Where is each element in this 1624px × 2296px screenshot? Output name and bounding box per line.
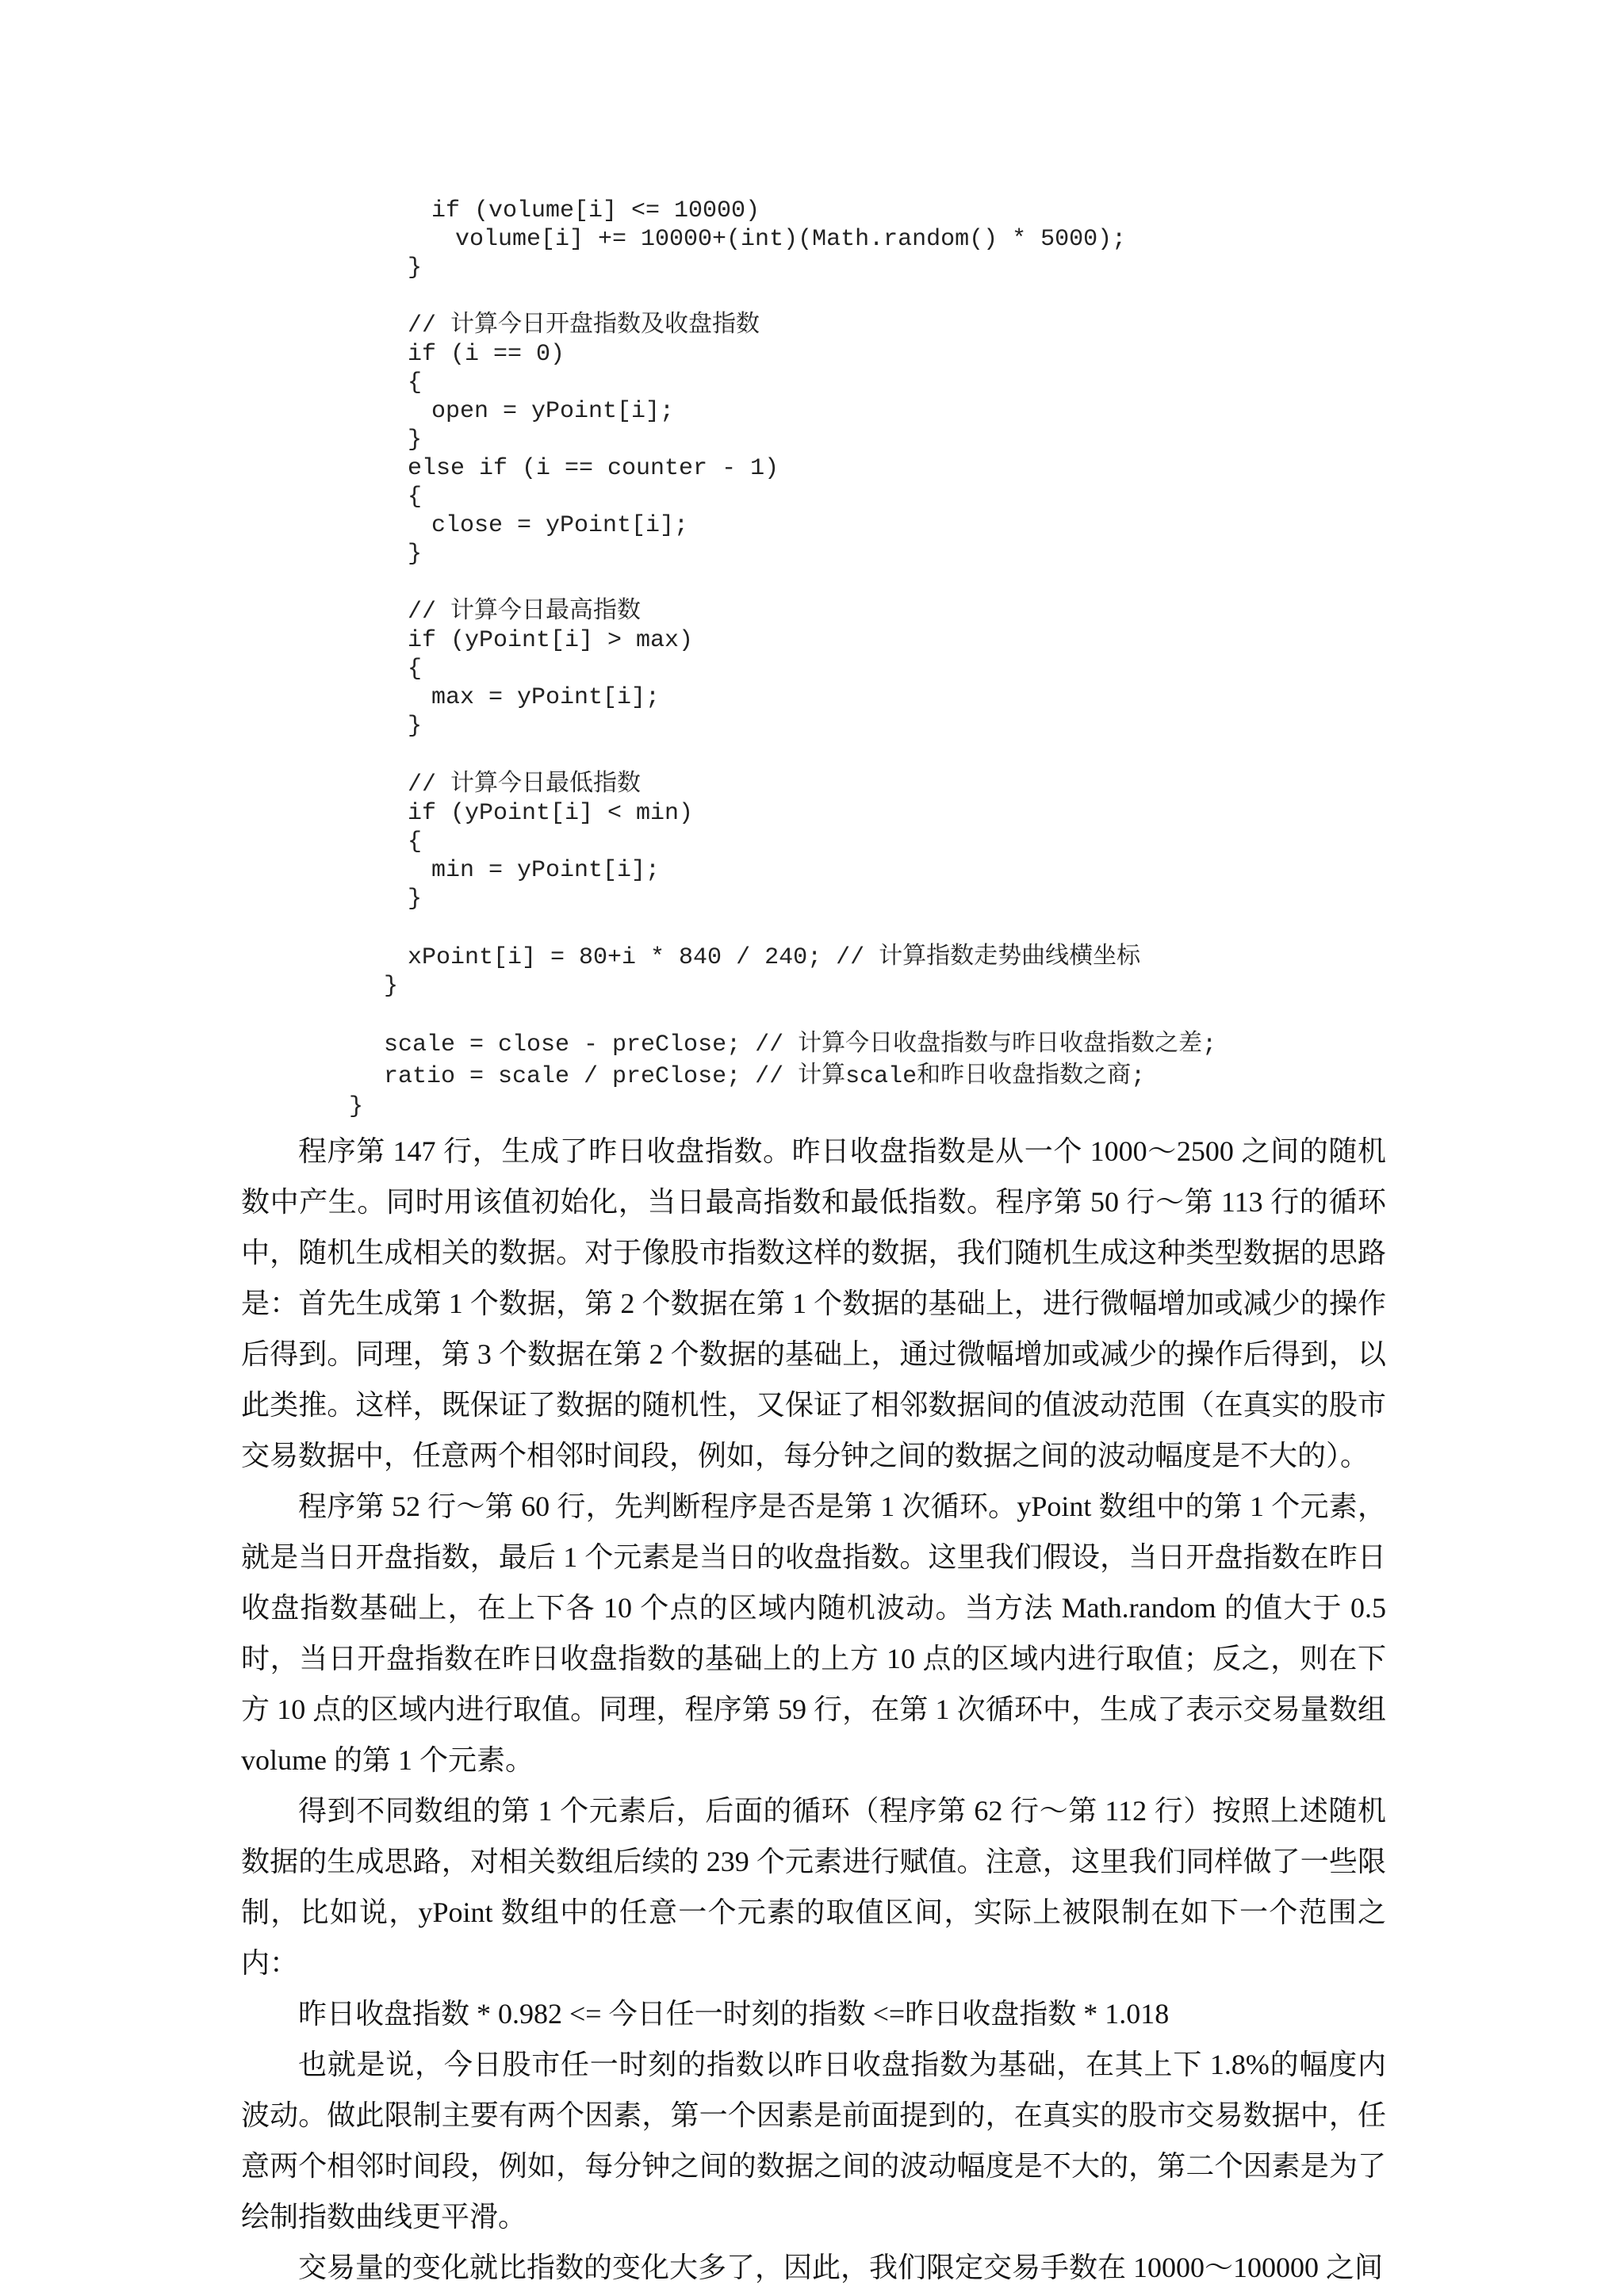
code-comment: // 计算今日开盘指数及收盘指数	[408, 312, 760, 339]
code-line: max = yPoint[i];	[431, 684, 661, 711]
code-line: {	[408, 656, 423, 683]
code-line: volume[i] += 10000+(int)(Math.random() * 5000);	[455, 226, 1127, 253]
paragraph: 也就是说，今日股市任一时刻的指数以昨日收盘指数为基础，在其上下 1.8%的幅度内波动。做此限制主要有两个因素，第一个因素是前面提到的，在真实的股市交易数据中，任意两个相邻时间段，例如，每分钟之间的数据之间的波动幅度是不大的，第二个因素是为了绘制指数曲线更平滑。	[241, 2049, 1386, 2233]
body-text	[241, 1126, 1386, 2293]
code-line: }	[349, 1093, 364, 1120]
paragraph: 得到不同数组的第 1 个元素后，后面的循环（程序第 62 行～第 112 行）按照上述随机数据的生成思路，对相关数组后续的 239 个元素进行赋值。注意，这里我们同样做了一些限制，比如说，yPoint 数组中的任意一个元素的取值区间，实际上被限制在如下一个范围之内：	[241, 1795, 1386, 1979]
code-line: }	[408, 541, 423, 568]
code-line: {	[408, 828, 423, 855]
code-line: }	[408, 713, 423, 740]
code-line: ratio = scale / preClose; // 计算scale和昨日收盘指数之商;	[384, 1063, 1146, 1090]
code-line: xPoint[i] = 80+i * 840 / 240; // 计算指数走势曲线横坐标	[408, 944, 1141, 971]
paragraph: 程序第 147 行，生成了昨日收盘指数。昨日收盘指数是从一个 1000～2500 之间的随机数中产生。同时用该值初始化，当日最高指数和最低指数。程序第 50 行～第 113 行的循环中，随机生成相关的数据。对于像股市指数这样的数据，我们随机生成这种类型数据的思路是：首先生成第 1 个数据，第 2 个数据在第 1 个数据的基础上，进行微幅增加或减少的操作后得到。同理，第 3 个数据在第 2 个数据的基础上，通过微幅增加或减少的操作后得到，以此类推。这样，既保证了数据的随机性，又保证了相邻数据间的值波动范围（在真实的股市交易数据中，任意两个相邻时间段，例如，每分钟之间的数据之间的波动幅度是不大的）。	[241, 1135, 1386, 1471]
paragraph: 交易量的变化就比指数的变化大多了，因此，我们限定交易手数在 10000～100000 之间	[298, 2252, 1384, 2283]
code-line: if (volume[i] <= 10000)	[431, 197, 760, 224]
code-line: scale = close - preClose; // 计算今日收盘指数与昨日收盘指数之差;	[384, 1031, 1217, 1058]
code-line: }	[408, 254, 423, 281]
code-line: if (i == 0)	[408, 341, 565, 368]
paragraph: 程序第 52 行～第 60 行，先判断程序是否是第 1 次循环。yPoint 数组中的第 1 个元素，就是当日开盘指数，最后 1 个元素是当日的收盘指数。这里我们假设，当日开盘指数在昨日收盘指数基础上，在上下各 10 个点的区域内随机波动。当方法 Math.random 的值大于 0.5 时，当日开盘指数在昨日收盘指数的基础上的上方 10 点的区域内进行取值；反之，则在下方 10 点的区域内进行取值。同理，程序第 59 行，在第 1 次循环中，生成了表示交易量数组 volume 的第 1 个元素。	[241, 1490, 1386, 1776]
code-line: }	[408, 886, 423, 913]
code-line: if (yPoint[i] < min)	[408, 800, 694, 827]
code-comment: // 计算今日最低指数	[408, 771, 642, 798]
code-comment: // 计算今日最高指数	[408, 599, 642, 626]
code-line: close = yPoint[i];	[431, 512, 689, 539]
code-line: if (yPoint[i] > max)	[408, 627, 694, 654]
code-line: }	[408, 427, 423, 453]
code-line: min = yPoint[i];	[431, 857, 661, 884]
code-line: else if (i == counter - 1)	[408, 455, 779, 482]
code-line: {	[408, 484, 423, 511]
code-line: open = yPoint[i];	[431, 398, 675, 425]
formula-line: 昨日收盘指数 * 0.982 <= 今日任一时刻的指数 <=昨日收盘指数 * 1.018	[298, 1998, 1170, 2030]
code-line: }	[384, 973, 399, 1000]
code-line: {	[408, 369, 423, 396]
